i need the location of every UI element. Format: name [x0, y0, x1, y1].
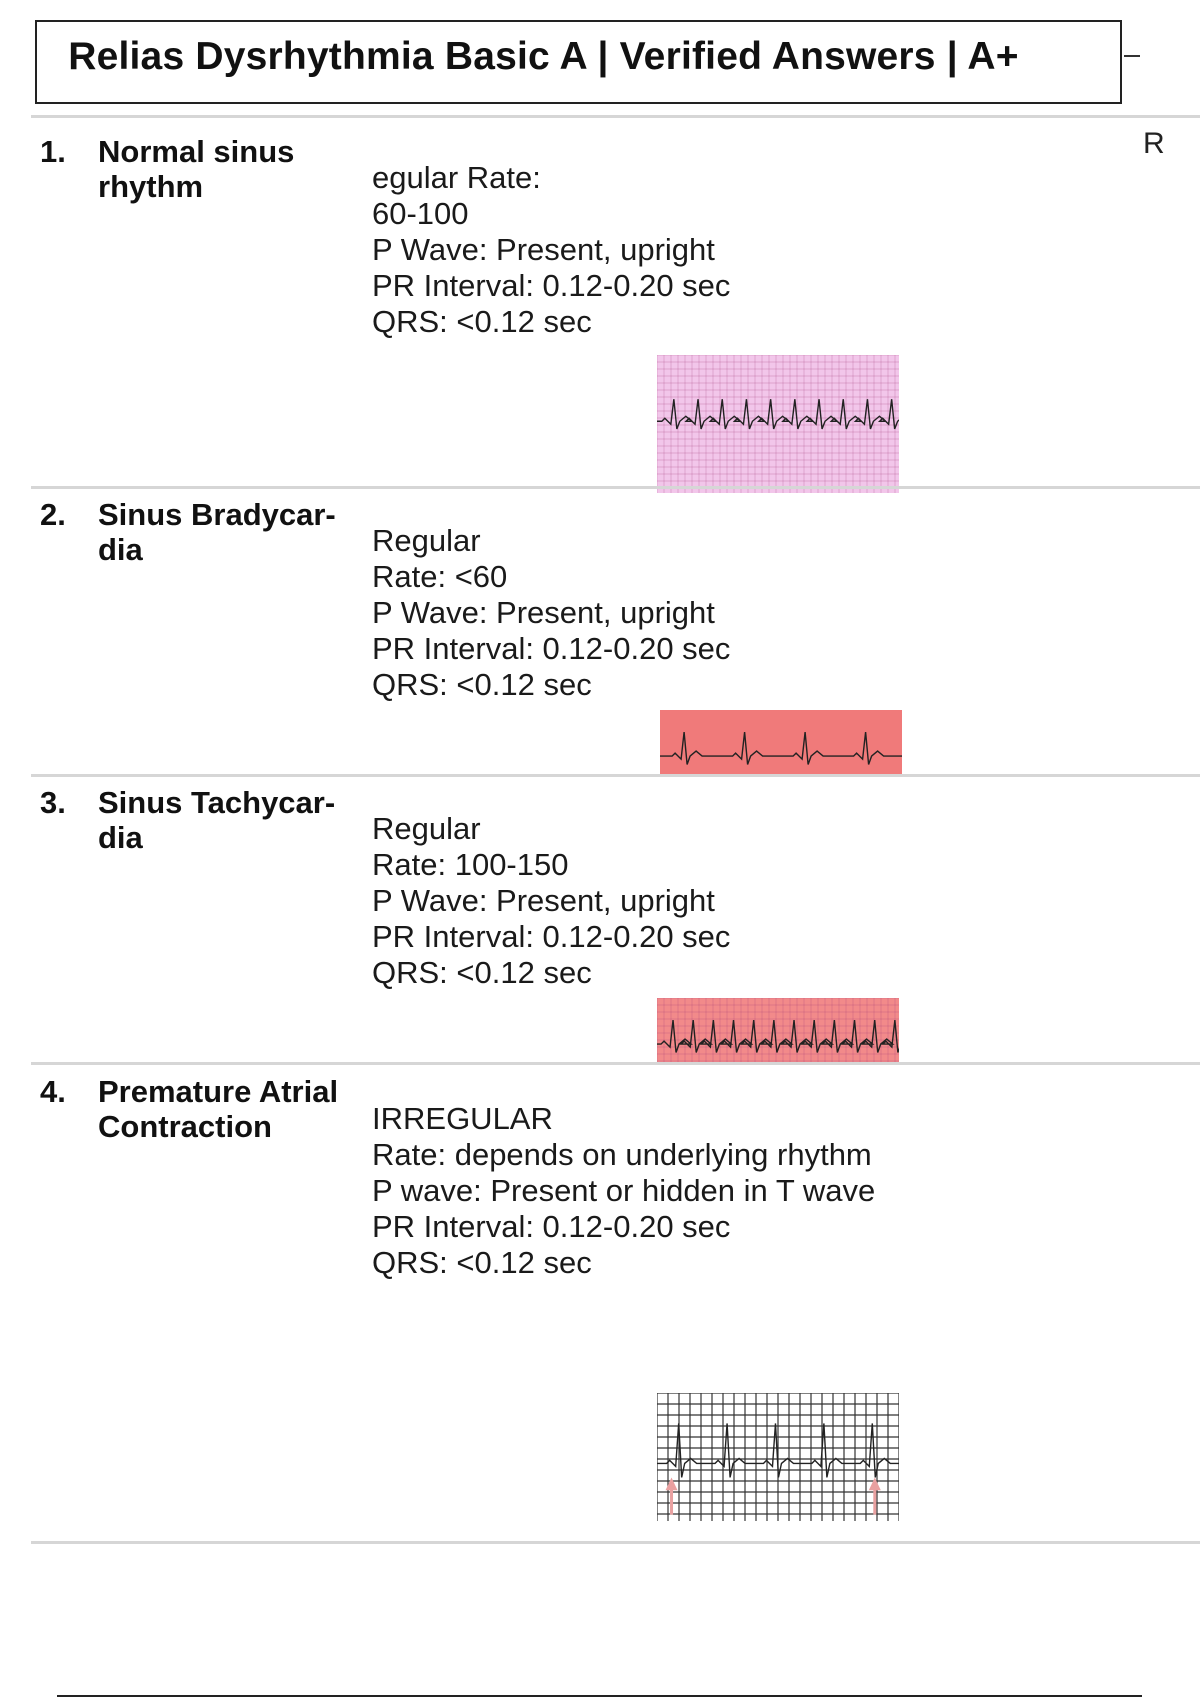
definition-line: QRS: <0.12 sec	[372, 667, 592, 702]
definition-line: PR Interval: 0.12-0.20 sec	[372, 268, 731, 303]
definition-line: QRS: <0.12 sec	[372, 1245, 592, 1280]
divider	[31, 1062, 1200, 1065]
ecg-strip-icon	[657, 998, 899, 1062]
card-definition	[372, 811, 730, 991]
column-header-fragment: R	[1143, 127, 1165, 160]
definition-line: PR Interval: 0.12-0.20 sec	[372, 631, 731, 666]
definition-line: QRS: <0.12 sec	[372, 955, 592, 990]
card-number: 1.	[40, 134, 66, 169]
ecg-strip-icon	[657, 355, 899, 493]
definition-line: Regular	[372, 811, 481, 846]
definition-line: P Wave: Present, upright	[372, 232, 715, 267]
definition-line: PR Interval: 0.12-0.20 sec	[372, 1209, 731, 1244]
definition-line: QRS: <0.12 sec	[372, 304, 592, 339]
card-term-line: Contraction	[98, 1109, 272, 1144]
definition-line: Rate: <60	[372, 559, 508, 594]
card-term	[98, 1074, 368, 1144]
definition-line: 60-100	[372, 196, 469, 231]
card-number: 4.	[40, 1074, 66, 1109]
card-term	[98, 785, 368, 855]
divider	[31, 1541, 1200, 1544]
card-term-line: Sinus Tachycar-	[98, 785, 336, 820]
card-definition	[372, 1101, 875, 1281]
definition-line: Rate: 100-150	[372, 847, 569, 882]
divider	[31, 115, 1200, 118]
document-title-box	[35, 20, 1122, 104]
definition-line: PR Interval: 0.12-0.20 sec	[372, 919, 731, 954]
definition-line: Regular	[372, 523, 481, 558]
definition-line: egular Rate:	[372, 160, 541, 195]
definition-line: Rate: depends on underlying rhythm	[372, 1137, 872, 1172]
definition-line: IRREGULAR	[372, 1101, 553, 1136]
title-tick-mark	[1124, 55, 1140, 57]
ecg-strip-icon	[660, 710, 902, 774]
card-term-line: rhythm	[98, 169, 204, 204]
definition-line: P Wave: Present, upright	[372, 883, 715, 918]
card-term	[98, 497, 368, 567]
card-number: 3.	[40, 785, 66, 820]
card-term-line: dia	[98, 820, 143, 855]
document-title: Relias Dysrhythmia Basic A | Verified Answers | A+	[68, 35, 1019, 78]
card-term-line: Premature Atrial	[98, 1074, 339, 1109]
divider	[31, 486, 1200, 489]
footer-rule	[57, 1695, 1142, 1697]
definition-line: P wave: Present or hidden in T wave	[372, 1173, 876, 1208]
card-number: 2.	[40, 497, 66, 532]
card-term	[98, 134, 368, 204]
divider	[31, 774, 1200, 777]
card-definition	[372, 523, 730, 703]
card-definition	[372, 160, 730, 340]
card-term-line: Sinus Bradycar-	[98, 497, 336, 532]
card-term-line: dia	[98, 532, 143, 567]
ecg-strip-icon	[657, 1393, 899, 1521]
card-term-line: Normal sinus	[98, 134, 295, 169]
definition-line: P Wave: Present, upright	[372, 595, 715, 630]
